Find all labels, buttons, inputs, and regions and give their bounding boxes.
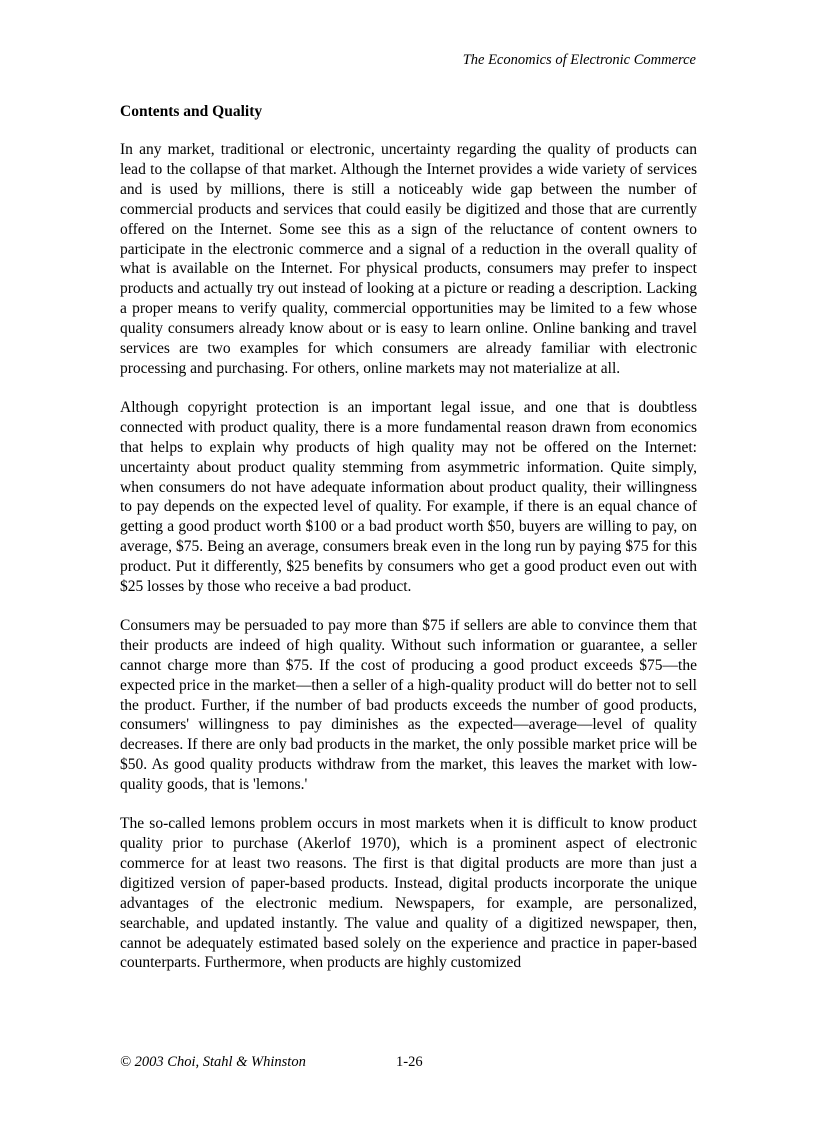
page-body	[120, 102, 697, 992]
paragraph-asymmetric-information: Although copyright protection is an important legal issue, and one that is doubtless connected with product quality, there is a more fundamental reason drawn from economics that helps to explain why products of high quality may not be offered on the Internet: uncertainty about product quality stemming from asymmetric information. Quite simply, when consumers do not have adequate information about product quality, their willingness to pay depends on the expected level of quality. For example, if there is an equal chance of getting a good product worth $100 or a bad product worth $50, buyers are willing to pay, on average, $75. Being an average, consumers break even in the long run by paying $75 for this product. Put it differently, $25 benefits by consumers who get a good product even out with $25 losses by those who receive a bad product.	[120, 398, 697, 596]
running-header-title: The Economics of Electronic Commerce	[462, 52, 696, 68]
footer-page-number: 1-26	[396, 1054, 423, 1070]
section-heading: Contents and Quality	[120, 103, 263, 120]
paragraph-lemons-problem: The so-called lemons problem occurs in most markets when it is difficult to know product quality prior to purchase (Akerlof 1970), which is a prominent aspect of electronic commerce for at least two reasons. The first is that digital products are more than just a digitized version of paper-based products. Instead, digital products incorporate the unique advantages of the electronic medium. Newspapers, for example, are personalized, searchable, and updated instantly. The value and quality of a digitized newspaper, then, cannot be adequately estimated based solely on the experience and practice in paper-based counterparts. Furthermore, when products are highly customized	[120, 815, 697, 972]
footer-copyright: © 2003 Choi, Stahl & Whinston	[120, 1054, 306, 1070]
paragraph-willingness-to-pay: Consumers may be persuaded to pay more than $75 if sellers are able to convince them that their products are indeed of high quality. Without such information or guarantee, a seller cannot charge more than $75. If the cost of producing a good product exceeds $75—the expected price in the market—then a seller of a high-quality product will do better not to sell the product. Further, if the number of bad products exceeds the number of good products, consumers' willingness to pay diminishes as the expected—average—level of quality decreases. If there are only bad products in the market, the only possible market price will be $50. As good quality products withdraw from the market, this leaves the market with low-quality goods, that is 'lemons.'	[120, 616, 697, 794]
paragraph-quality-uncertainty: In any market, traditional or electronic, uncertainty regarding the quality of products can lead to the collapse of that market. Although the Internet provides a wide variety of services and is used by millions, there is still a noticeably wide gap between the number of commercial products and services that could easily be digitized and those that are currently offered on the Internet. Some see this as a sign of the reluctance of content owners to participate in the electronic commerce and a signal of a reduction in the overall quality of what is available on the Internet. For physical products, consumers may prefer to inspect products and actually try out instead of looking at a picture or reading a description. Lacking a proper means to verify quality, commercial opportunities may be limited to a few whose quality consumers already know about or is easy to learn online. Online banking and travel services are two examples for which consumers are already familiar with electronic processing and purchasing. For others, online markets may not materialize at all.	[120, 141, 697, 377]
